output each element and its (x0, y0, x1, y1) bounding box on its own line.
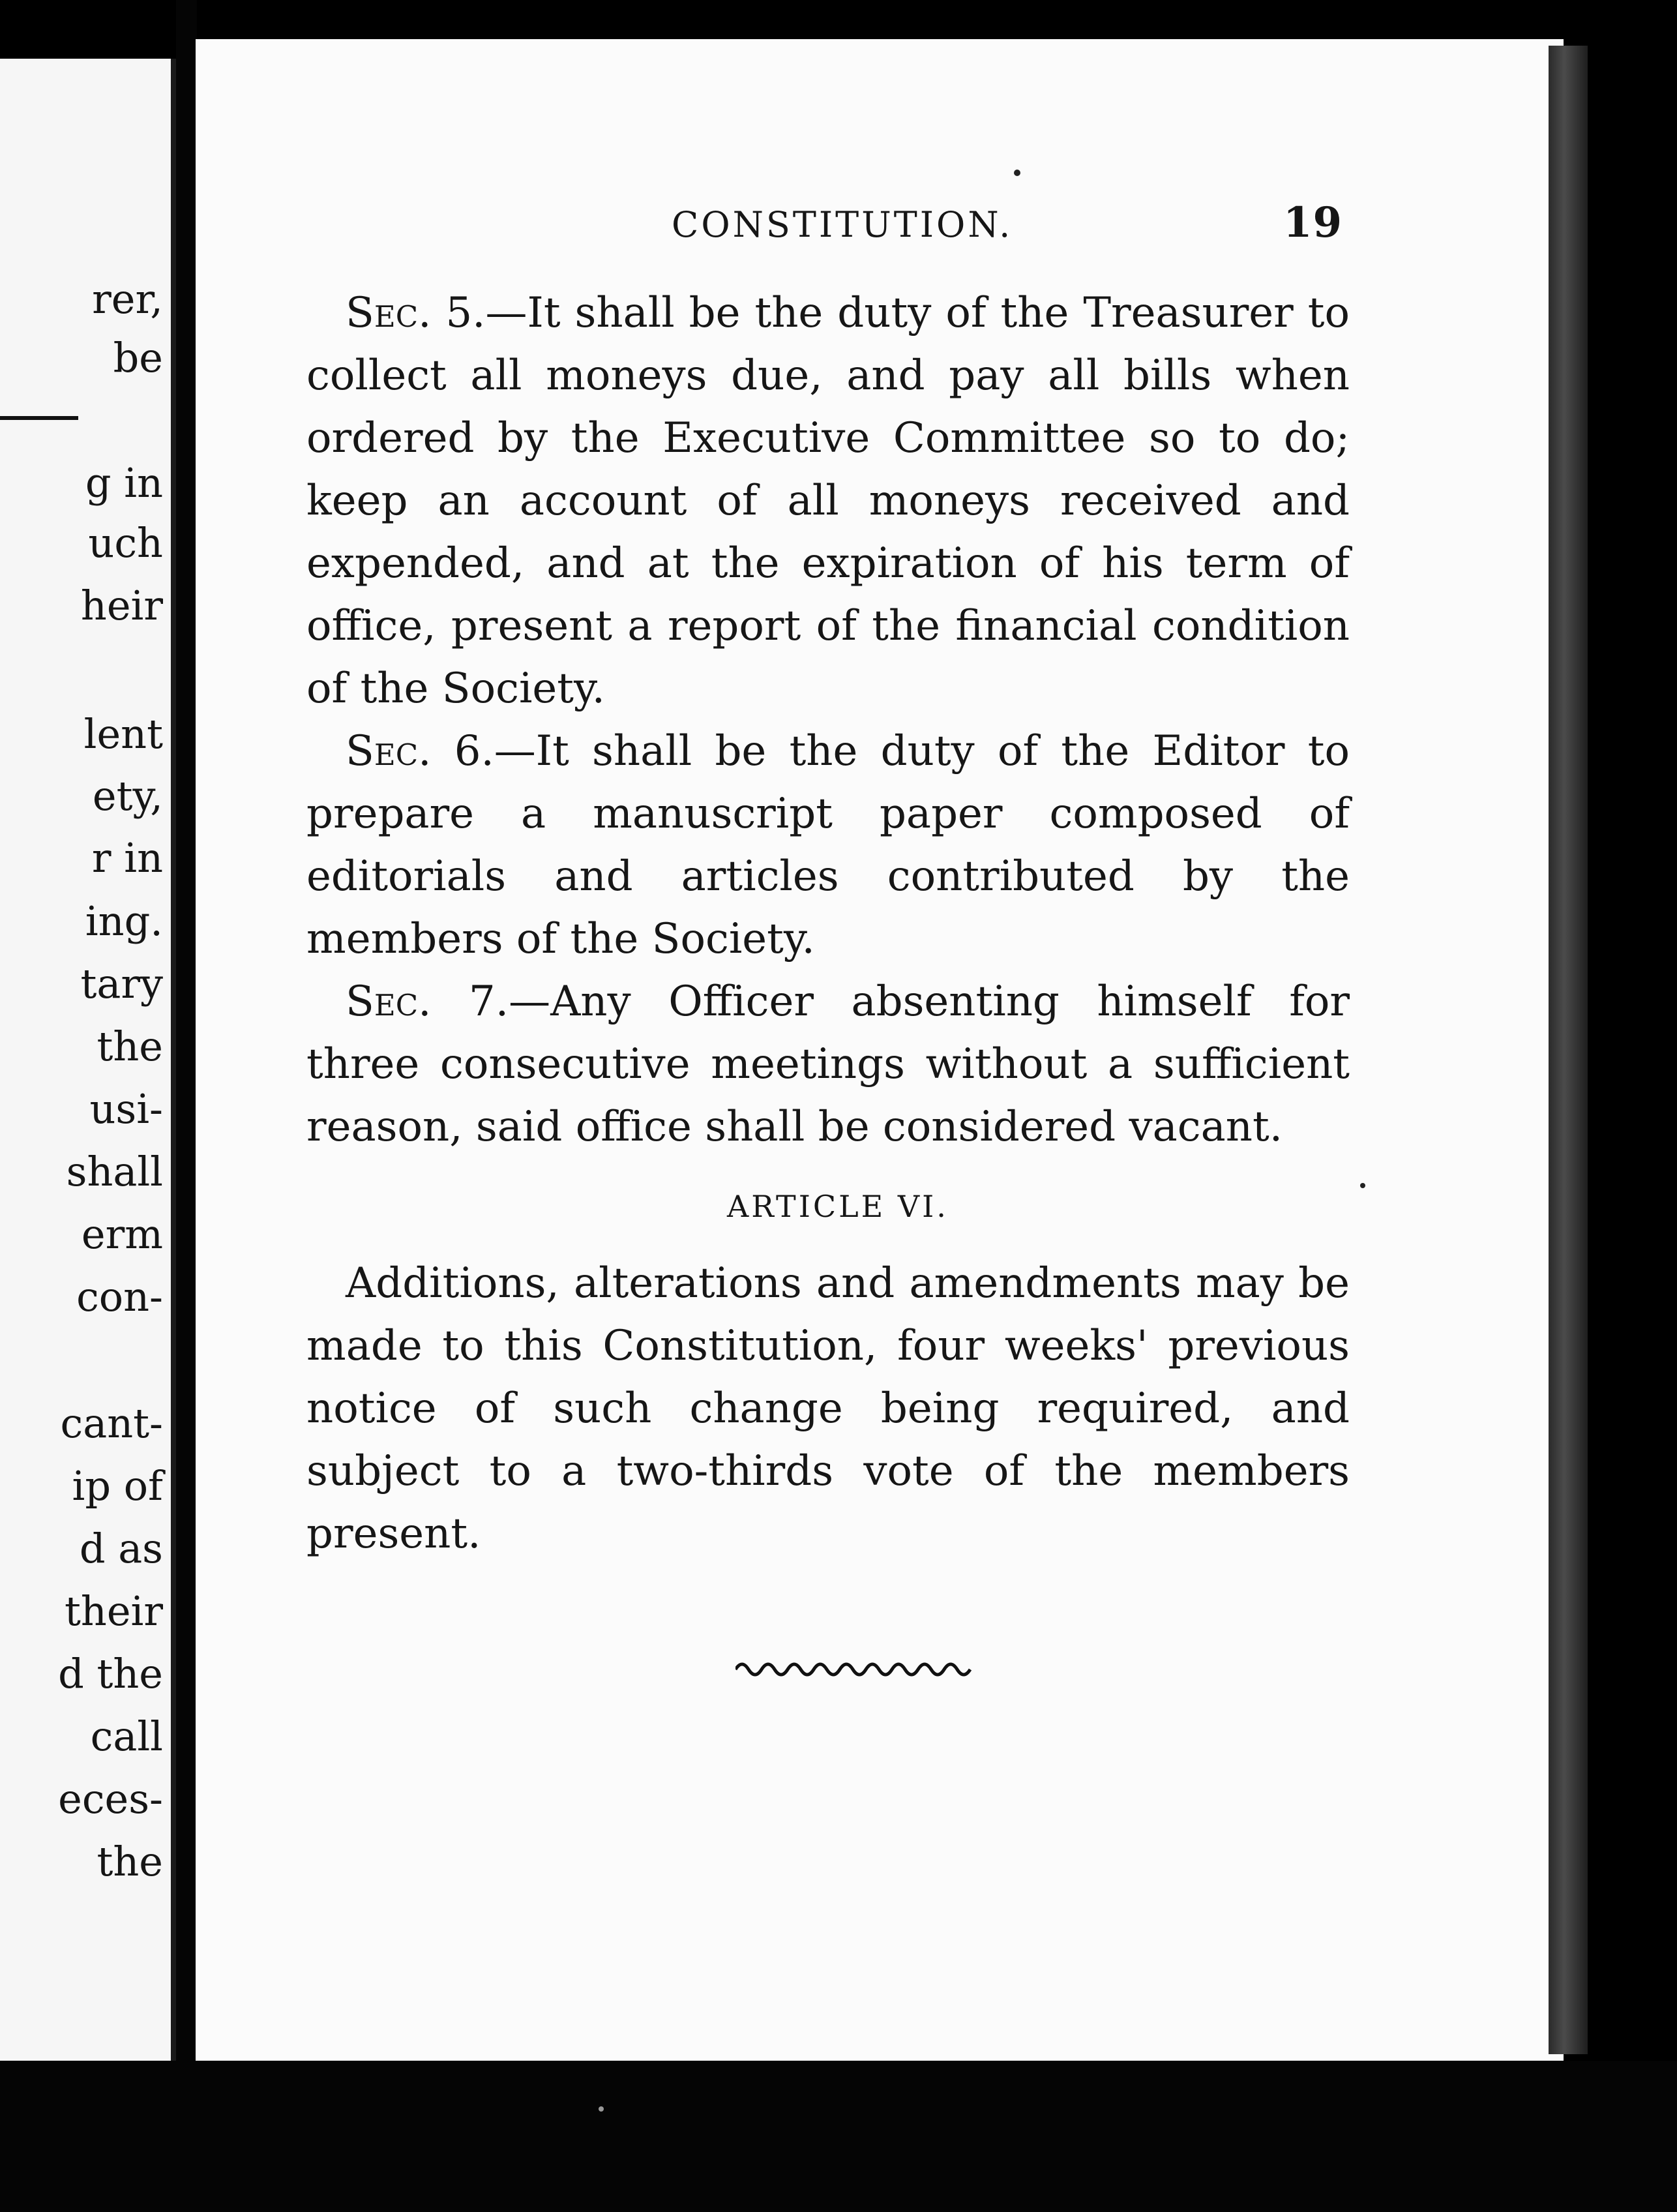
wavy-ornament-icon (735, 1654, 983, 1680)
left-text-fragment: eces- (58, 1775, 163, 1823)
left-text-fragment: d as (79, 1525, 163, 1572)
section-6-paragraph (306, 720, 1350, 970)
page-number: 19 (1283, 198, 1343, 247)
left-text-fragment: be (113, 334, 163, 381)
article-6-paragraph (306, 1252, 1350, 1565)
left-text-fragment: d the (58, 1650, 163, 1697)
left-text-fragment: the (96, 1023, 163, 1070)
left-text-fragment: the (96, 1838, 163, 1885)
left-text-fragment: call (90, 1712, 163, 1760)
running-head: CONSTITUTION. (672, 204, 1013, 245)
left-text-fragment: heir (80, 582, 163, 629)
section-6-text: —It shall be the duty of the Editor to prepare a manuscript paper composed of editorials and articles contributed by the members of the Society. (306, 727, 1350, 963)
left-text-fragment: ip of (72, 1462, 163, 1510)
section-6-label: Sec. 6. (346, 727, 494, 775)
left-text-fragment: shall (66, 1148, 163, 1195)
left-text-fragment: lent (83, 710, 163, 758)
left-text-fragment: cant- (60, 1399, 163, 1447)
left-text-fragment: their (64, 1587, 163, 1635)
left-text-fragment: r in (91, 834, 163, 882)
left-divider-rule (0, 416, 78, 420)
section-7-text: —Any Officer absenting himself for three consecutive meetings without a sufficient reason, said office shall be considered vacant. (306, 978, 1350, 1151)
scan-bottom-border (0, 2061, 1677, 2212)
left-text-fragment: ety, (92, 772, 163, 820)
section-7-label: Sec. 7. (346, 978, 509, 1026)
left-text-fragment: tary (80, 960, 163, 1008)
left-text-fragment: ing. (85, 897, 163, 945)
left-text-fragment: rer, (92, 275, 163, 323)
print-speck (1360, 1183, 1365, 1188)
left-text-fragment: con- (76, 1273, 163, 1321)
article-6-text: Additions, alterations and amendments may be made to this Constitution, four weeks' previous notice of such change being required, and subject to a two-thirds vote of the members present. (306, 1259, 1350, 1558)
page-edge-shadow (1549, 46, 1588, 2054)
left-page-fragment (0, 59, 176, 2132)
left-text-fragment: usi- (89, 1085, 163, 1133)
print-speck (1014, 170, 1020, 176)
section-5-label: Sec. 5. (346, 289, 486, 337)
left-text-fragment: uch (88, 519, 163, 567)
section-7-paragraph (306, 970, 1350, 1158)
section-5-text: —It shall be the duty of the Treasurer to collect all moneys due, and pay all bills when ordered by the Executive Committee so to do; keep an account of all moneys received and expended, and at the expiration of his term of office, present a report of the financial condition of the Society. (306, 289, 1350, 713)
book-gutter (176, 0, 197, 2212)
left-text-fragment: g in (85, 459, 163, 507)
article-heading: ARTICLE VI. (727, 1189, 949, 1224)
print-speck (599, 2106, 604, 2112)
left-text-fragment: erm (81, 1210, 163, 1258)
section-5-paragraph (306, 282, 1350, 720)
